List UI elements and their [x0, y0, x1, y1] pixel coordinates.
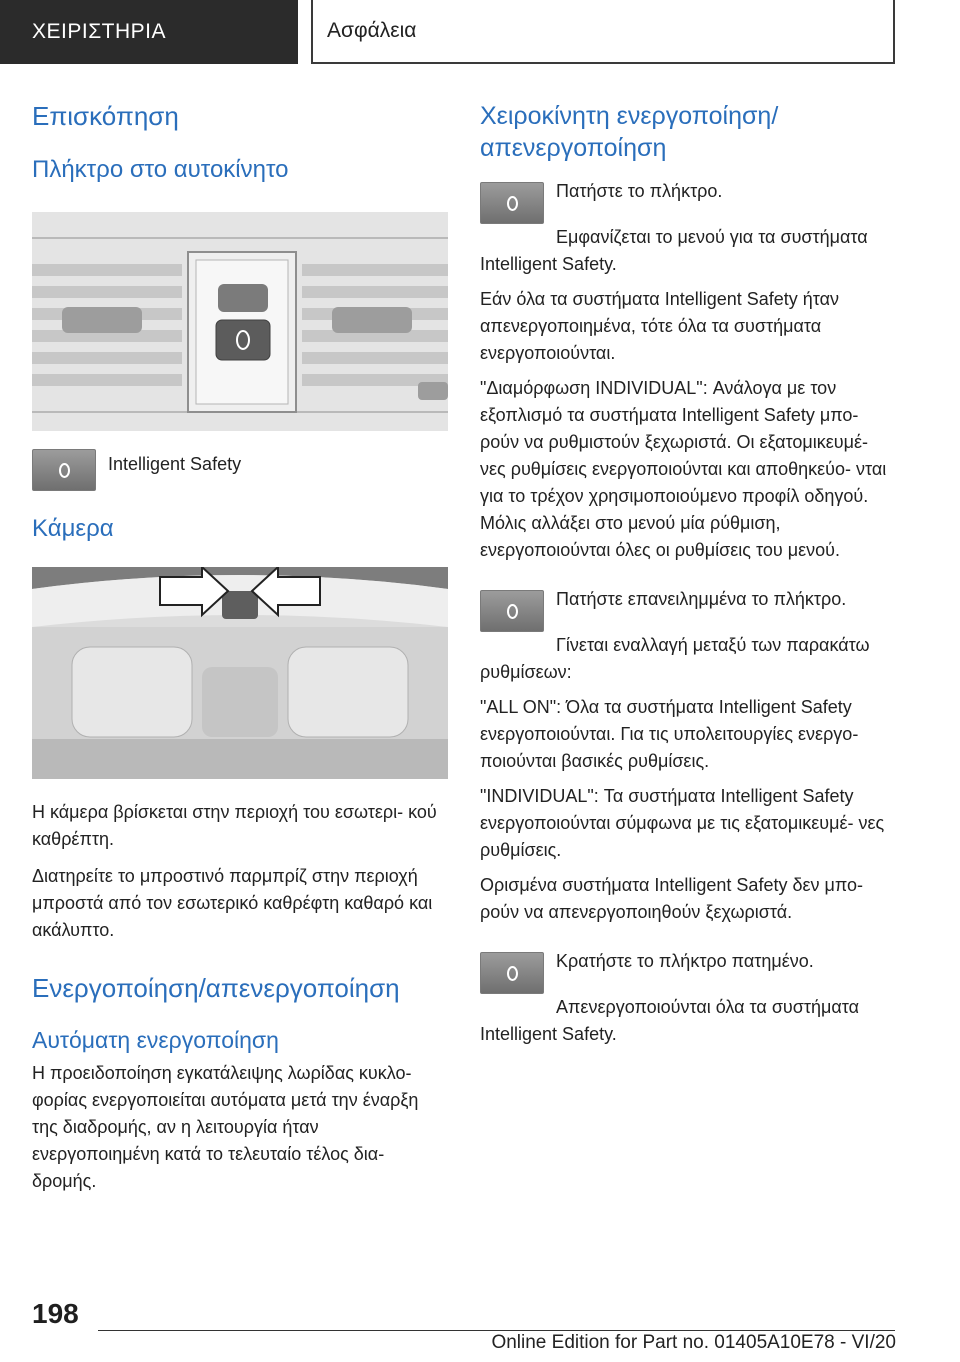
all-on-paragraph: "ALL ON": Όλα τα συστήματα Intelligent Safety ενεργοποιούνται. Για τις υπολειτουργίες ενεργο‐ ποιούνται βασικές ρυθμίσεις. — [480, 697, 859, 771]
button-heading: Πλήκτρο στο αυτοκίνητο — [32, 156, 289, 183]
camera-illustration — [32, 567, 448, 779]
hold-button-text: Κρατήστε το πλήκτρο πατημένο. — [556, 951, 814, 971]
auto-activation-paragraph: Η προειδοποίηση εγκατάλειψης λωρίδας κυκλο‐ φορίας ενεργοποιείται αυτόματα μετά την έναρξη της διαδρομής, αν η λειτουργία ήταν ενεργοποιημένη κατά το τελευταίο τέλος δια‐ δρομής. — [32, 1063, 419, 1191]
all-deactivated-paragraph: Εάν όλα τα συστήματα Intelligent Safety ήταν απενεργοποιημένα, τότε όλα τα συστήματα ενεργοποιούνται. — [480, 289, 840, 363]
press-button-text: Πατήστε το πλήκτρο. — [556, 181, 723, 201]
camera-heading: Κάμερα — [32, 515, 114, 542]
chapter-tab — [0, 0, 298, 64]
individual-paragraph: "INDIVIDUAL": Τα συστήματα Intelligent Safety ενεργοποιούνται σύμφωνα με τις εξατομικευμέ‐ νες ρυθμίσεις. — [480, 786, 885, 860]
dashboard-button-figure — [32, 212, 448, 431]
page-number: 198 — [32, 1298, 79, 1329]
all-deactivated-text: Απενεργοποιούνται όλα τα συστήματα Intelligent Safety. — [480, 997, 860, 1044]
intelligent-safety-button-icon — [480, 590, 544, 632]
intelligent-safety-button-icon — [32, 449, 96, 491]
section-title: Ασφάλεια — [327, 19, 417, 42]
press-repeatedly-step — [480, 586, 896, 628]
intelligent-safety-button-icon — [480, 182, 544, 224]
edition-text: Online Edition for Part no. 01405A10E78 - VI/20 — [491, 1332, 896, 1353]
individual-config-paragraph: "Διαμόρφωση INDIVIDUAL": Ανάλογα με τον εξοπλισμό τα συστήματα Intelligent Safety μπο‐ ρούν να ρυθμιστούν ξεχωριστά. Οι εξατομικευμέ‐ νες ρυθμίσεις ενεργοποιούνται και αποθηκεύο‐ νται για το τρέχον χρησιμοποιούμενο προφίλ οδηγού. Μόλις αλλάξει στο μενού μία ρύθμιση, ενεργοποιούνται όλες οι ρυθμίσεις του μενού. — [480, 378, 887, 560]
camera-paragraph-2: Διατηρείτε το μπροστινό παρμπρίζ στην περιοχή μπροστά από τον εσωτερικό καθρέφτη καθαρό και ακάλυπτο. — [32, 866, 433, 940]
dashboard-button-illustration — [32, 212, 448, 431]
camera-figure — [32, 567, 448, 779]
section-header — [311, 0, 895, 64]
activation-heading: Ενεργοποίηση/απενεργοποίηση — [32, 973, 400, 1003]
press-repeatedly-text: Πατήστε επανειλημμένα το πλήκτρο. — [556, 589, 847, 609]
right-column — [480, 100, 896, 1048]
footer-divider — [98, 1330, 895, 1331]
cannot-deactivate-paragraph: Ορισμένα συστήματα Intelligent Safety δεν μπο‐ ρούν να απενεργοποιηθούν ξεχωριστά. — [480, 875, 864, 922]
auto-activation-heading: Αυτόματη ενεργοποίηση — [32, 1027, 279, 1053]
intelligent-safety-button-row — [32, 445, 448, 487]
hold-button-step — [480, 948, 896, 990]
press-button-step — [480, 178, 896, 220]
menu-appears-text: Εμφανίζεται το μενού για τα συστήματα Intelligent Safety. — [480, 227, 868, 274]
overview-heading: Επισκόπηση — [32, 101, 179, 131]
camera-paragraph-1: Η κάμερα βρίσκεται στην περιοχή του εσωτερι‐ κού καθρέπτη. — [32, 802, 437, 849]
left-column — [32, 100, 448, 1195]
intelligent-safety-label: Intelligent Safety — [108, 454, 242, 474]
manual-activation-heading: Χειροκίνητη ενεργοποίηση/ απενεργοποίηση — [480, 102, 779, 162]
intelligent-safety-button-icon — [480, 952, 544, 994]
toggle-settings-text: Γίνεται εναλλαγή μεταξύ των παρακάτω ρυθμίσεων: — [480, 635, 870, 682]
chapter-title: ΧΕΙΡΙΣΤΗΡΙΑ — [32, 20, 167, 43]
